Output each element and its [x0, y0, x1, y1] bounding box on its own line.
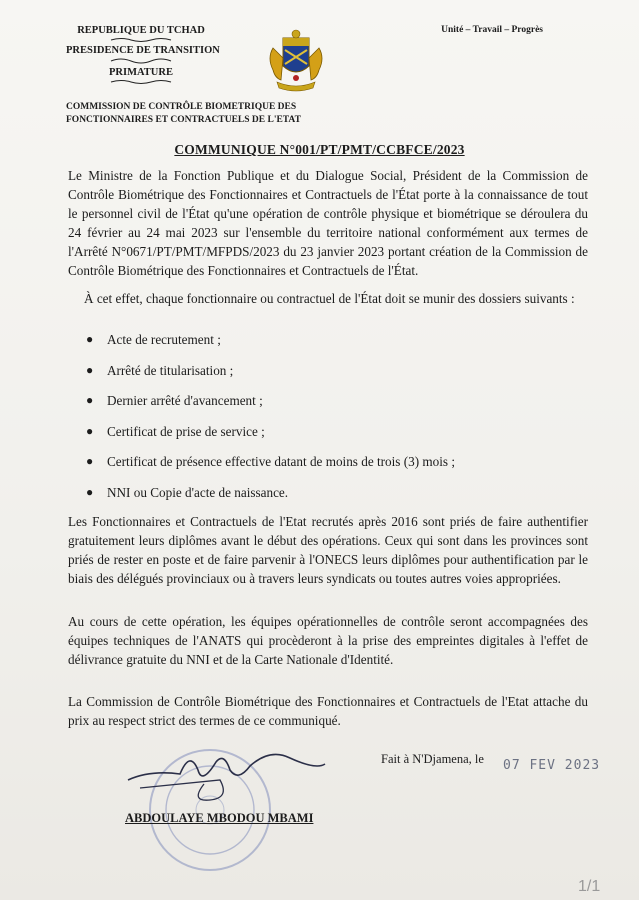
republic-label: REPUBLIQUE DU TCHAD — [77, 25, 205, 36]
coat-of-arms-icon — [265, 28, 327, 94]
list-item: ● Acte de recrutement ; — [86, 332, 221, 347]
required-documents-list — [82, 330, 582, 513]
ornament-swirl — [66, 79, 216, 85]
national-motto: Unité – Travail – Progrès — [441, 25, 543, 35]
ornament-swirl — [66, 37, 216, 43]
list-item: ● Dernier arrêté d'avancement ; — [86, 393, 263, 408]
signatory-name: ABDOULAYE MBODOU MBAMI — [125, 811, 314, 825]
commission-line-2: FONCTIONNAIRES ET CONTRACTUELS DE L'ETAT — [66, 115, 301, 125]
commission-line-1: COMMISSION DE CONTRÔLE BIOMETRIQUE DES — [66, 102, 297, 112]
paragraph-closing: La Commission de Contrôle Biométrique des Fonctionnaires et Contractuels de l'Etat attache du prix au respect strict des termes de ce communiqué. — [68, 694, 588, 728]
primature-label: PRIMATURE — [109, 67, 173, 78]
communique-title: COMMUNIQUE N°001/PT/PMT/CCBFCE/2023 — [174, 142, 465, 157]
paragraph-diplomas: Les Fonctionnaires et Contractuels de l'Etat recrutés après 2016 sont priés de faire authentifier gratuitement leurs diplômes avant le début des opérations. Ceux qui sont dans les provinces sont priés de rester en poste et de faire parvenir à l'ONECS leurs diplômes pour authentification par le biais des délégués provinciaux ou à travers leurs syndicats ou toutes autres voies appropriées. — [68, 514, 588, 586]
signature-icon — [120, 740, 330, 810]
paragraph-operation: Au cours de cette opération, les équipes opérationnelles de contrôle seront accompagnées des équipes techniques de l'ANATS qui procèderont à la prise des empreintes digitales à l'effet de délivrance gratuite du NNI et de la Carte Nationale d'Identité. — [68, 614, 588, 667]
list-item: ● Certificat de présence effective datant de moins de trois (3) mois ; — [86, 454, 456, 469]
paragraph-requirements: À cet effet, chaque fonctionnaire ou contractuel de l'État doit se munir des dossiers suivants : — [84, 291, 575, 306]
commission-name — [66, 101, 346, 127]
list-item: ● Certificat de prise de service ; — [86, 423, 265, 439]
bullet-icon: ● — [86, 423, 94, 438]
bullet-icon: ● — [86, 484, 94, 499]
bullet-icon: ● — [86, 454, 94, 468]
ornament-swirl — [66, 57, 216, 65]
bullet-icon: ● — [86, 393, 94, 407]
list-item: ● Arrêté de titularisation ; — [86, 362, 234, 378]
list-item: ● NNI ou Copie d'acte de naissance. — [86, 484, 289, 500]
paragraph-intro: Le Ministre de la Fonction Publique et du Dialogue Social, Président de la Commission de Contrôle Biométrique des Fonctionnaires et Contractuels de l'État porte à la connaissance de tout le personnel civil de l'État qu'une opération de contrôle physique et biométrique se déroulera du 24 février au 24 mai 2023 sur l'ensemble du territoire national conformément aux termes de l'Arrêté N°0671/PT/PMT/MFPDS/2023 du 23 janvier 2023 portant création de la Commission de Contrôle Biométrique des Fonctionnaires et Contractuels de l'État. — [68, 168, 588, 278]
page-number: 1/1 — [578, 878, 601, 895]
bullet-icon: ● — [86, 332, 94, 346]
date-stamp: 07 FEV 2023 — [503, 758, 601, 773]
place-and-date-label: Fait à N'Djamena, le — [381, 752, 484, 766]
presidency-label: PRESIDENCE DE TRANSITION — [66, 45, 220, 56]
bullet-icon: ● — [86, 362, 94, 377]
